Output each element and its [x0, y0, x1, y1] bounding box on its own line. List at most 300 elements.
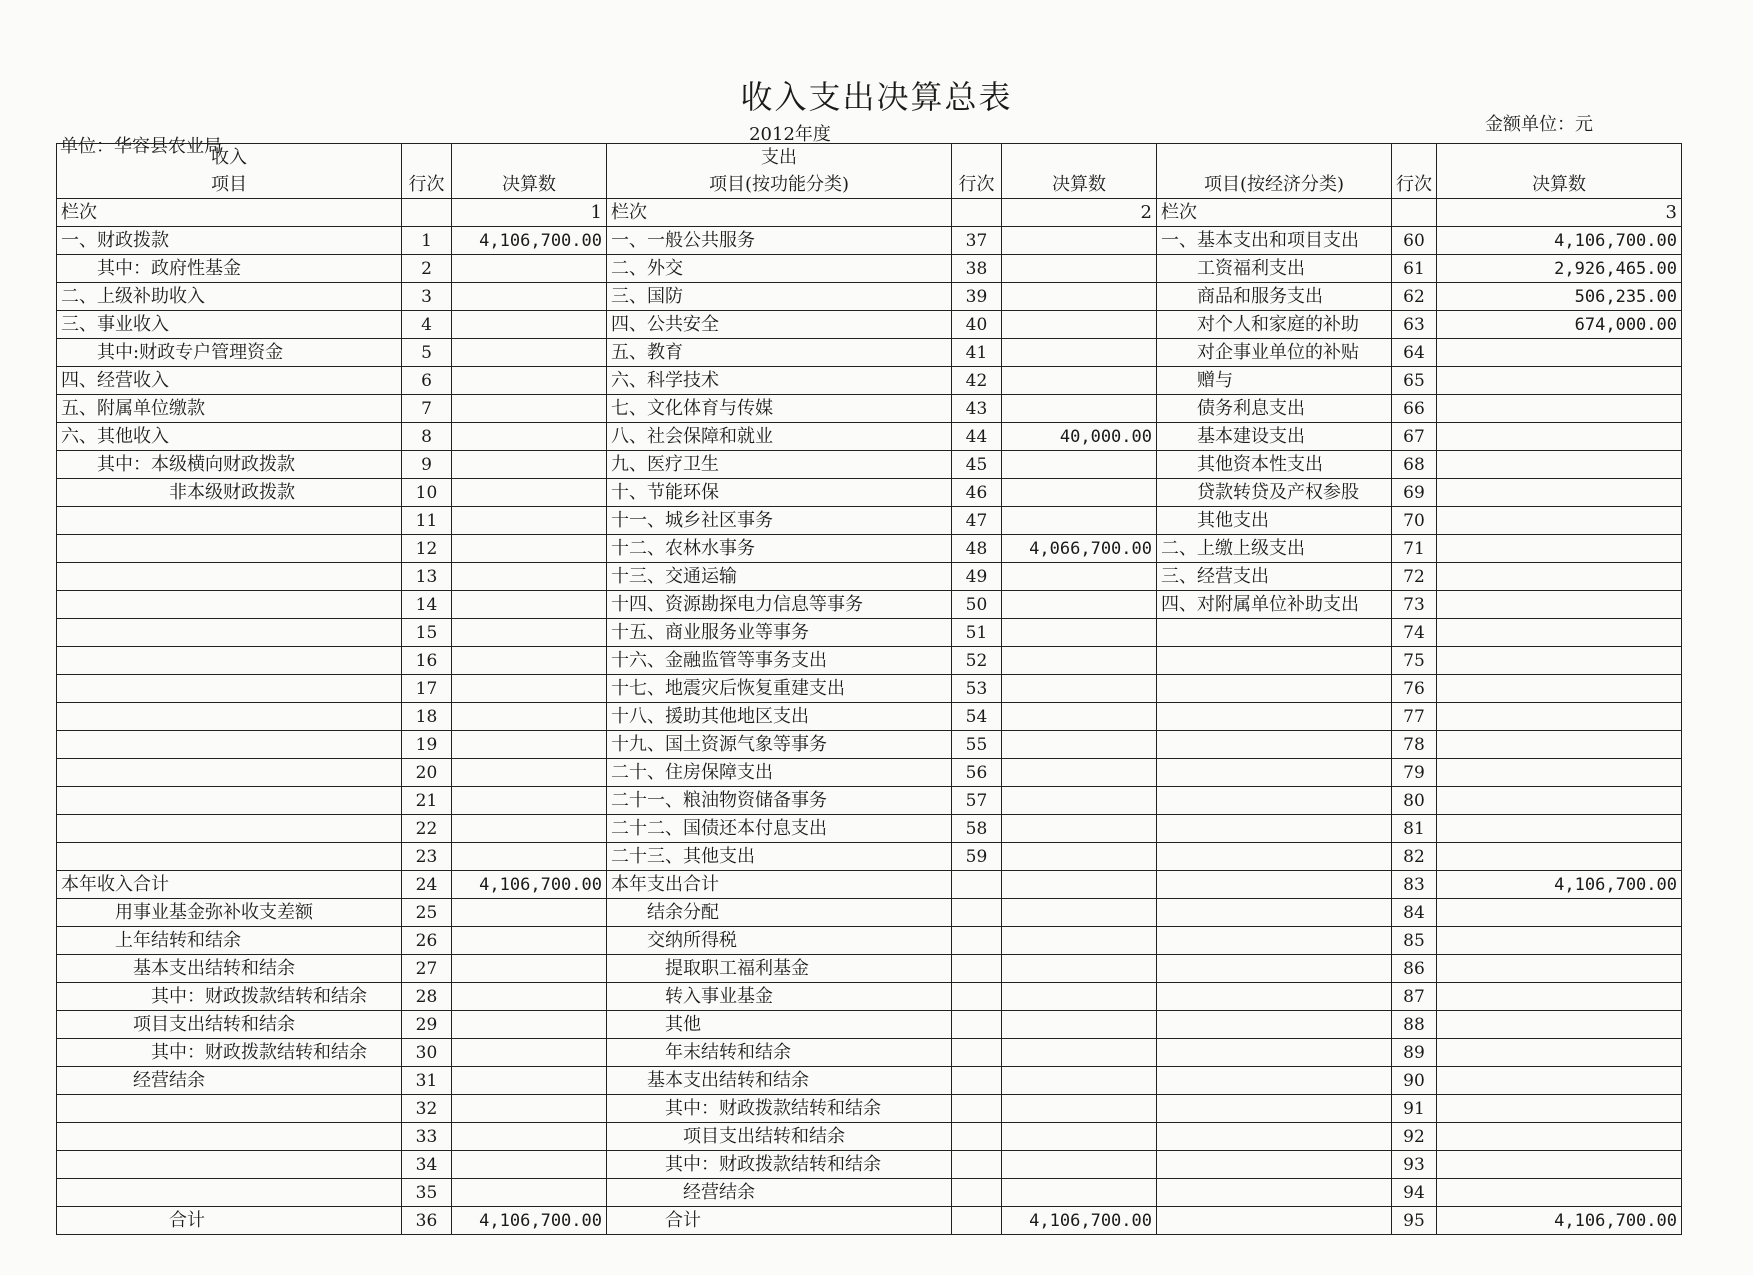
- income-amount: [452, 843, 607, 871]
- function-line-no: 53: [952, 675, 1002, 703]
- economic-item: [1157, 983, 1392, 1011]
- income-amount: [452, 815, 607, 843]
- function-amount: [1002, 815, 1157, 843]
- function-item: 二十一、粮油物资储备事务: [607, 787, 952, 815]
- income-amount: [452, 675, 607, 703]
- function-line-no: [952, 1179, 1002, 1207]
- function-item: 十六、金融监管等事务支出: [607, 647, 952, 675]
- income-amount: [452, 927, 607, 955]
- income-line-no: 15: [402, 619, 452, 647]
- economic-item: [1157, 1151, 1392, 1179]
- function-line-no: 42: [952, 367, 1002, 395]
- function-amount: [1002, 507, 1157, 535]
- economic-line-no: 70: [1392, 507, 1437, 535]
- function-amount: [1002, 367, 1157, 395]
- function-amount: 40,000.00: [1002, 423, 1157, 451]
- function-item: 八、社会保障和就业: [607, 423, 952, 451]
- function-amount: [1002, 731, 1157, 759]
- economic-item: 赠与: [1157, 367, 1392, 395]
- function-amount: [1002, 255, 1157, 283]
- function-line-no: 57: [952, 787, 1002, 815]
- expenditure-header: 支出: [607, 144, 952, 172]
- income-line-no: 29: [402, 1011, 452, 1039]
- economic-item: 贷款转贷及产权参股: [1157, 479, 1392, 507]
- function-line-no: 51: [952, 619, 1002, 647]
- economic-line-no: 85: [1392, 927, 1437, 955]
- function-item: 转入事业基金: [607, 983, 952, 1011]
- income-amount: [452, 1123, 607, 1151]
- function-item: 其中：财政拨款结转和结余: [607, 1151, 952, 1179]
- economic-item: [1157, 927, 1392, 955]
- function-line-no: 52: [952, 647, 1002, 675]
- income-item: 其中：财政拨款结转和结余: [57, 983, 402, 1011]
- function-line-no: 44: [952, 423, 1002, 451]
- income-item: 二、上级补助收入: [57, 283, 402, 311]
- economic-item: [1157, 843, 1392, 871]
- income-line-no: 3: [402, 283, 452, 311]
- table-row: [57, 899, 1682, 927]
- income-amount: [452, 507, 607, 535]
- economic-item: 工资福利支出: [1157, 255, 1392, 283]
- function-item: 三、国防: [607, 283, 952, 311]
- income-item: 经营结余: [57, 1067, 402, 1095]
- economic-amount: [1437, 731, 1682, 759]
- economic-amount: 4,106,700.00: [1437, 227, 1682, 255]
- income-item: 非本级财政拨款: [57, 479, 402, 507]
- function-line-no: 54: [952, 703, 1002, 731]
- income-amount-header: 决算数: [452, 171, 607, 199]
- economic-item: 对企事业单位的补贴: [1157, 339, 1392, 367]
- income-item: 本年收入合计: [57, 871, 402, 899]
- function-line-no: [952, 1095, 1002, 1123]
- table-row: [57, 423, 1682, 451]
- income-amount: [452, 1095, 607, 1123]
- income-amount: [452, 703, 607, 731]
- income-line-no: 21: [402, 787, 452, 815]
- table-row: [57, 479, 1682, 507]
- table-row: [57, 703, 1682, 731]
- income-item-header: 项目: [57, 171, 402, 199]
- function-line-no: [952, 1011, 1002, 1039]
- income-amount: [452, 283, 607, 311]
- table-row: [57, 1039, 1682, 1067]
- function-line-no: 37: [952, 227, 1002, 255]
- function-line-no: [952, 1151, 1002, 1179]
- economic-line-no: 80: [1392, 787, 1437, 815]
- table-row: [57, 843, 1682, 871]
- economic-item: [1157, 1095, 1392, 1123]
- table-row: [57, 871, 1682, 899]
- function-item: 合计: [607, 1207, 952, 1235]
- economic-amount: [1437, 591, 1682, 619]
- function-line-no: 38: [952, 255, 1002, 283]
- function-item: 项目支出结转和结余: [607, 1123, 952, 1151]
- income-line-no: 18: [402, 703, 452, 731]
- function-amount: [1002, 1067, 1157, 1095]
- income-amount: [452, 479, 607, 507]
- economic-item: [1157, 759, 1392, 787]
- function-amount: [1002, 1011, 1157, 1039]
- income-line-header: 行次: [402, 171, 452, 199]
- income-amount: [452, 423, 607, 451]
- income-item: 其中：政府性基金: [57, 255, 402, 283]
- income-line-no: 12: [402, 535, 452, 563]
- income-line-no: 20: [402, 759, 452, 787]
- income-item: [57, 507, 402, 535]
- function-line-no: [952, 1207, 1002, 1235]
- income-amount: [452, 339, 607, 367]
- function-line-no: 55: [952, 731, 1002, 759]
- function-amount: [1002, 1151, 1157, 1179]
- income-item: [57, 1095, 402, 1123]
- function-amount: 4,066,700.00: [1002, 535, 1157, 563]
- function-item: 提取职工福利基金: [607, 955, 952, 983]
- economic-item: [1157, 1011, 1392, 1039]
- table-row: [57, 283, 1682, 311]
- income-line-no: 4: [402, 311, 452, 339]
- function-item: 十九、国土资源气象等事务: [607, 731, 952, 759]
- economic-amount: [1437, 367, 1682, 395]
- economic-line-no: 61: [1392, 255, 1437, 283]
- function-amount-header: 决算数: [1002, 171, 1157, 199]
- function-amount: [1002, 675, 1157, 703]
- table-row: [57, 1207, 1682, 1235]
- income-line-no: 11: [402, 507, 452, 535]
- economic-line-no: 74: [1392, 619, 1437, 647]
- function-item: 二十、住房保障支出: [607, 759, 952, 787]
- income-item: [57, 759, 402, 787]
- income-item: 三、事业收入: [57, 311, 402, 339]
- economic-item: 债务利息支出: [1157, 395, 1392, 423]
- economic-item: 四、对附属单位补助支出: [1157, 591, 1392, 619]
- economic-line-no: 86: [1392, 955, 1437, 983]
- economic-line-no: 91: [1392, 1095, 1437, 1123]
- economic-line-no: 73: [1392, 591, 1437, 619]
- economic-line-no: 64: [1392, 339, 1437, 367]
- economic-item: 基本建设支出: [1157, 423, 1392, 451]
- table-row: [57, 367, 1682, 395]
- economic-item: [1157, 1207, 1392, 1235]
- economic-item: [1157, 1067, 1392, 1095]
- economic-amount: [1437, 1151, 1682, 1179]
- economic-line-no: 82: [1392, 843, 1437, 871]
- table-row: [57, 227, 1682, 255]
- function-line-no: 58: [952, 815, 1002, 843]
- economic-amount: [1437, 395, 1682, 423]
- table-row: [57, 395, 1682, 423]
- table-row: [57, 927, 1682, 955]
- function-amount: [1002, 871, 1157, 899]
- economic-item: [1157, 675, 1392, 703]
- economic-line-no: 71: [1392, 535, 1437, 563]
- table-row: [57, 1179, 1682, 1207]
- economic-amount: [1437, 451, 1682, 479]
- income-line-no: 32: [402, 1095, 452, 1123]
- income-item: 其中：本级横向财政拨款: [57, 451, 402, 479]
- economic-amount: [1437, 1095, 1682, 1123]
- function-item: 二十二、国债还本付息支出: [607, 815, 952, 843]
- function-amount: [1002, 647, 1157, 675]
- function-item: 十一、城乡社区事务: [607, 507, 952, 535]
- income-line-no: 8: [402, 423, 452, 451]
- economic-amount: [1437, 619, 1682, 647]
- table-row: [57, 1095, 1682, 1123]
- income-item: 合计: [57, 1207, 402, 1235]
- function-item-header: 项目(按功能分类): [607, 171, 952, 199]
- economic-amount: [1437, 787, 1682, 815]
- economic-amount: [1437, 815, 1682, 843]
- income-amount: [452, 1039, 607, 1067]
- economic-line-no: 94: [1392, 1179, 1437, 1207]
- income-item: [57, 1123, 402, 1151]
- economic-amount: [1437, 983, 1682, 1011]
- function-amount: [1002, 591, 1157, 619]
- economic-line-no: 62: [1392, 283, 1437, 311]
- function-item: 年末结转和结余: [607, 1039, 952, 1067]
- function-amount: [1002, 311, 1157, 339]
- income-line-no: 10: [402, 479, 452, 507]
- function-line-no: 41: [952, 339, 1002, 367]
- income-item: 五、附属单位缴款: [57, 395, 402, 423]
- economic-amount: [1437, 843, 1682, 871]
- economic-line-no: 63: [1392, 311, 1437, 339]
- income-item: [57, 535, 402, 563]
- function-line-no: [952, 955, 1002, 983]
- economic-line-no: 95: [1392, 1207, 1437, 1235]
- income-line-no: 30: [402, 1039, 452, 1067]
- economic-amount: [1437, 479, 1682, 507]
- function-amount: [1002, 283, 1157, 311]
- economic-amount: [1437, 927, 1682, 955]
- function-item: 四、公共安全: [607, 311, 952, 339]
- economic-item: [1157, 871, 1392, 899]
- function-item: 本年支出合计: [607, 871, 952, 899]
- income-amount: 4,106,700.00: [452, 1207, 607, 1235]
- income-item: 六、其他收入: [57, 423, 402, 451]
- function-line-no: [952, 927, 1002, 955]
- table-row: [57, 731, 1682, 759]
- income-item: [57, 1151, 402, 1179]
- table-row: [57, 675, 1682, 703]
- income-item: [57, 843, 402, 871]
- income-line-no: 1: [402, 227, 452, 255]
- income-amount: [452, 1011, 607, 1039]
- table-row: [57, 339, 1682, 367]
- function-line-no: 40: [952, 311, 1002, 339]
- table-row: [57, 815, 1682, 843]
- function-line-no: [952, 1039, 1002, 1067]
- function-item: 交纳所得税: [607, 927, 952, 955]
- income-item: [57, 619, 402, 647]
- function-line-no: 43: [952, 395, 1002, 423]
- function-item: 十八、援助其他地区支出: [607, 703, 952, 731]
- income-amount: [452, 451, 607, 479]
- table-row: [57, 1067, 1682, 1095]
- income-line-no: 28: [402, 983, 452, 1011]
- function-item: 基本支出结转和结余: [607, 1067, 952, 1095]
- table-row: [57, 955, 1682, 983]
- economic-line-no: 92: [1392, 1123, 1437, 1151]
- function-amount: [1002, 619, 1157, 647]
- economic-line-no: 78: [1392, 731, 1437, 759]
- income-item: 四、经营收入: [57, 367, 402, 395]
- function-item: 十二、农林水事务: [607, 535, 952, 563]
- income-item: 基本支出结转和结余: [57, 955, 402, 983]
- income-amount: [452, 619, 607, 647]
- economic-line-no: 84: [1392, 899, 1437, 927]
- income-line-no: 33: [402, 1123, 452, 1151]
- function-item: 十五、商业服务业等事务: [607, 619, 952, 647]
- income-line-no: 27: [402, 955, 452, 983]
- economic-line-no: 90: [1392, 1067, 1437, 1095]
- economic-amount: [1437, 423, 1682, 451]
- economic-item: [1157, 955, 1392, 983]
- column-number-1: 1: [452, 199, 607, 227]
- function-line-no: [952, 1067, 1002, 1095]
- function-line-no: 46: [952, 479, 1002, 507]
- income-item: [57, 591, 402, 619]
- function-amount: [1002, 1095, 1157, 1123]
- income-line-no: 24: [402, 871, 452, 899]
- economic-line-no: 93: [1392, 1151, 1437, 1179]
- income-line-no: 7: [402, 395, 452, 423]
- report-title: 收入支出决算总表: [740, 78, 1013, 116]
- table-row: [57, 451, 1682, 479]
- economic-line-no: 83: [1392, 871, 1437, 899]
- economic-amount: [1437, 1067, 1682, 1095]
- income-amount: [452, 647, 607, 675]
- table-row: [57, 1123, 1682, 1151]
- economic-item: [1157, 619, 1392, 647]
- economic-amount: [1437, 535, 1682, 563]
- economic-amount: [1437, 703, 1682, 731]
- economic-amount: [1437, 507, 1682, 535]
- column-number-3: 3: [1437, 199, 1682, 227]
- economic-item: [1157, 1123, 1392, 1151]
- function-line-no: [952, 983, 1002, 1011]
- economic-line-no: 76: [1392, 675, 1437, 703]
- function-amount: [1002, 955, 1157, 983]
- function-amount: [1002, 1179, 1157, 1207]
- function-amount: [1002, 339, 1157, 367]
- income-amount: [452, 395, 607, 423]
- income-amount: [452, 591, 607, 619]
- unit-label: 单位：华容县农业局: [60, 136, 222, 157]
- economic-line-no: 65: [1392, 367, 1437, 395]
- table-row: [57, 507, 1682, 535]
- economic-amount: [1437, 1123, 1682, 1151]
- function-line-no: 50: [952, 591, 1002, 619]
- economic-amount: 506,235.00: [1437, 283, 1682, 311]
- economic-item: [1157, 787, 1392, 815]
- function-amount: [1002, 1123, 1157, 1151]
- table-row: [57, 647, 1682, 675]
- income-item: [57, 1179, 402, 1207]
- economic-line-no: 68: [1392, 451, 1437, 479]
- income-line-no: 9: [402, 451, 452, 479]
- income-amount: [452, 899, 607, 927]
- income-line-no: 23: [402, 843, 452, 871]
- income-item: [57, 563, 402, 591]
- income-line-no: 14: [402, 591, 452, 619]
- income-line-no: 22: [402, 815, 452, 843]
- economic-line-no: 79: [1392, 759, 1437, 787]
- income-amount: [452, 1067, 607, 1095]
- income-amount: [452, 311, 607, 339]
- economic-line-no: 67: [1392, 423, 1437, 451]
- table-row: [57, 255, 1682, 283]
- income-amount: [452, 731, 607, 759]
- economic-line-no: 60: [1392, 227, 1437, 255]
- income-header: 收入: [57, 144, 402, 172]
- economic-item: 其他支出: [1157, 507, 1392, 535]
- economic-amount: [1437, 339, 1682, 367]
- function-item: 其中：财政拨款结转和结余: [607, 1095, 952, 1123]
- economic-amount: [1437, 563, 1682, 591]
- economic-line-no: 66: [1392, 395, 1437, 423]
- economic-amount: 4,106,700.00: [1437, 1207, 1682, 1235]
- function-line-no: 59: [952, 843, 1002, 871]
- function-item: 其他: [607, 1011, 952, 1039]
- function-amount: [1002, 1039, 1157, 1067]
- function-line-no: 47: [952, 507, 1002, 535]
- function-line-no: [952, 1123, 1002, 1151]
- table-row: [57, 563, 1682, 591]
- column-label: 栏次: [607, 199, 952, 227]
- economic-item: [1157, 731, 1392, 759]
- income-line-no: 13: [402, 563, 452, 591]
- function-item: 结余分配: [607, 899, 952, 927]
- function-item: 十七、地震灾后恢复重建支出: [607, 675, 952, 703]
- income-item: [57, 647, 402, 675]
- function-amount: [1002, 787, 1157, 815]
- table-row: [57, 983, 1682, 1011]
- income-line-no: 5: [402, 339, 452, 367]
- economic-line-no: 87: [1392, 983, 1437, 1011]
- function-amount: [1002, 983, 1157, 1011]
- economic-amount: [1437, 759, 1682, 787]
- function-amount: [1002, 395, 1157, 423]
- economic-line-no: 75: [1392, 647, 1437, 675]
- economic-amount: [1437, 1039, 1682, 1067]
- function-amount: [1002, 843, 1157, 871]
- table-row: [57, 619, 1682, 647]
- table-row: [57, 787, 1682, 815]
- economic-amount: [1437, 899, 1682, 927]
- income-item: 上年结转和结余: [57, 927, 402, 955]
- income-line-no: 16: [402, 647, 452, 675]
- column-number-2: 2: [1002, 199, 1157, 227]
- income-item: 其中：财政拨款结转和结余: [57, 1039, 402, 1067]
- income-item: 其中:财政专户管理资金: [57, 339, 402, 367]
- income-item: [57, 815, 402, 843]
- table-row: [57, 591, 1682, 619]
- income-item: [57, 787, 402, 815]
- economic-item: 对个人和家庭的补助: [1157, 311, 1392, 339]
- function-item: 经营结余: [607, 1179, 952, 1207]
- function-item: 一、一般公共服务: [607, 227, 952, 255]
- function-amount: [1002, 927, 1157, 955]
- economic-item: [1157, 899, 1392, 927]
- column-number-row: [57, 199, 1682, 227]
- function-amount: 4,106,700.00: [1002, 1207, 1157, 1235]
- function-item: 七、文化体育与传媒: [607, 395, 952, 423]
- economic-line-no: 77: [1392, 703, 1437, 731]
- economic-line-no: 72: [1392, 563, 1437, 591]
- function-item: 六、科学技术: [607, 367, 952, 395]
- function-amount: [1002, 759, 1157, 787]
- function-item: 五、教育: [607, 339, 952, 367]
